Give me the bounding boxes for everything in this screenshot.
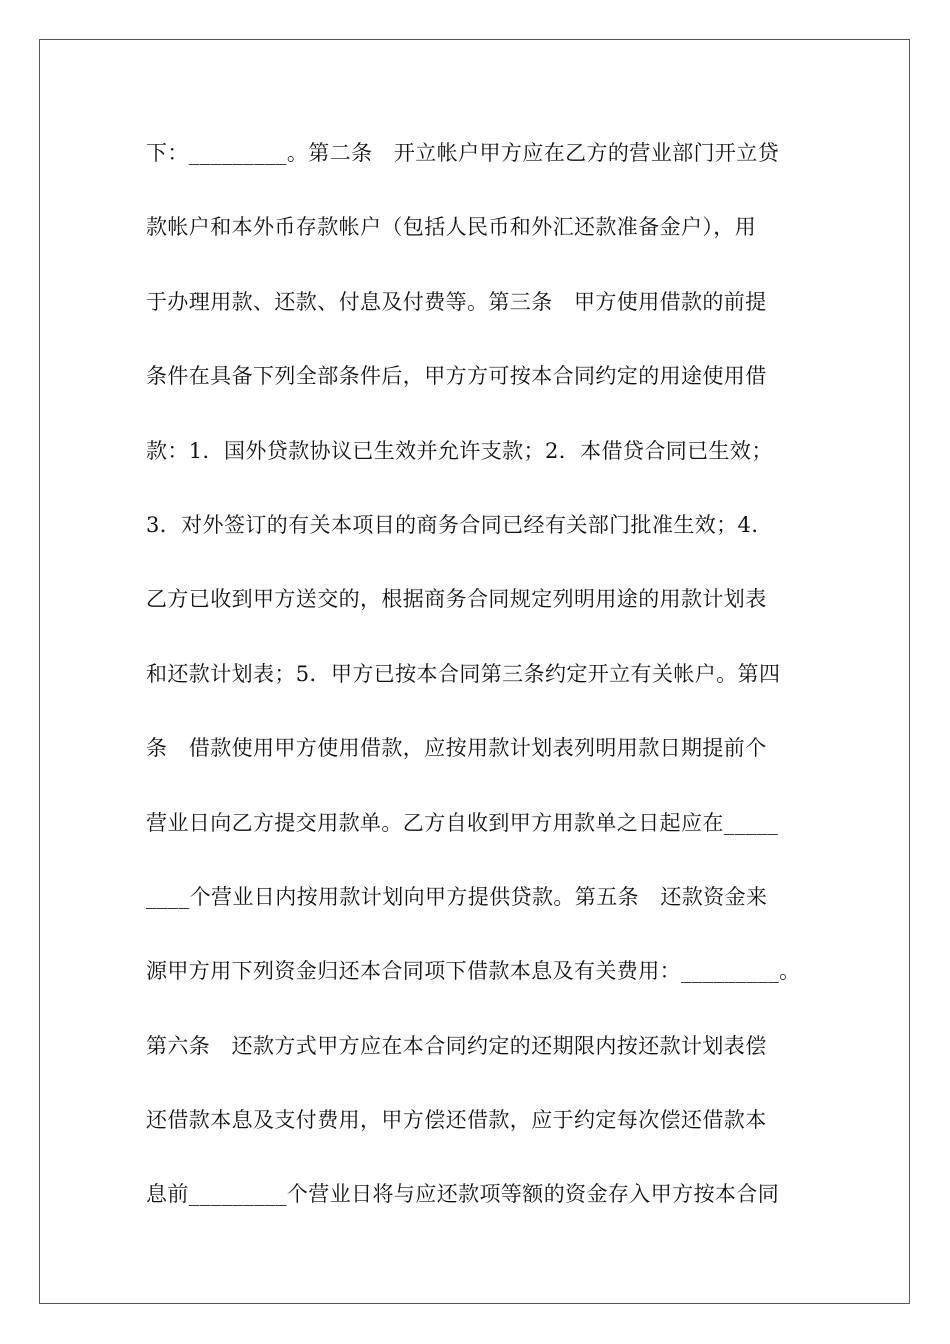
text-line-8: 和还款计划表；5．甲方已按本合同第三条约定开立有关帐户。第四 bbox=[146, 661, 781, 686]
text-line-5: 款：1．国外贷款协议已生效并允许支款；2．本借贷合同已生效； bbox=[146, 438, 773, 463]
text-line-2: 款帐户和本外币存款帐户（包括人民币和外汇还款准备金户），用 bbox=[146, 215, 757, 240]
text-line-4: 条件在具备下列全部条件后，甲方方可按本合同约定的用途使用借 bbox=[146, 364, 767, 389]
text-line-7: 乙方已收到甲方送交的，根据商务合同规定列明用途的用款计划表 bbox=[146, 587, 767, 612]
text-line-11: ____个营业日内按用款计划向甲方提供贷款。第五条 还款资金来 bbox=[146, 884, 768, 909]
text-line-3: 于办理用款、还款、付息及付费等。第三条 甲方使用借款的前提 bbox=[146, 289, 767, 314]
text-line-10: 营业日向乙方提交用款单。乙方自收到甲方用款单之日起应在_____ bbox=[146, 810, 779, 835]
document-body bbox=[146, 133, 836, 1249]
text-line-1: 下：_________。第二条 开立帐户甲方应在乙方的营业部门开立贷 bbox=[146, 141, 780, 165]
text-line-9: 条 借款使用甲方使用借款，应按用款计划表列明用款日期提前个 bbox=[146, 736, 767, 761]
text-line-12: 源甲方用下列资金归还本合同项下借款本息及有关费用：_________。 bbox=[146, 959, 801, 984]
text-line-15: 息前_________个营业日将与应还款项等额的资金存入甲方按本合同 bbox=[146, 1182, 780, 1207]
text-line-13: 第六条 还款方式甲方应在本合同约定的还期限内按还款计划表偿 bbox=[146, 1033, 767, 1058]
text-line-14: 还借款本息及支付费用，甲方偿还借款，应于约定每次偿还借款本 bbox=[146, 1108, 767, 1133]
text-line-6: 3．对外签订的有关本项目的商务合同已经有关部门批准生效；4． bbox=[146, 512, 773, 537]
